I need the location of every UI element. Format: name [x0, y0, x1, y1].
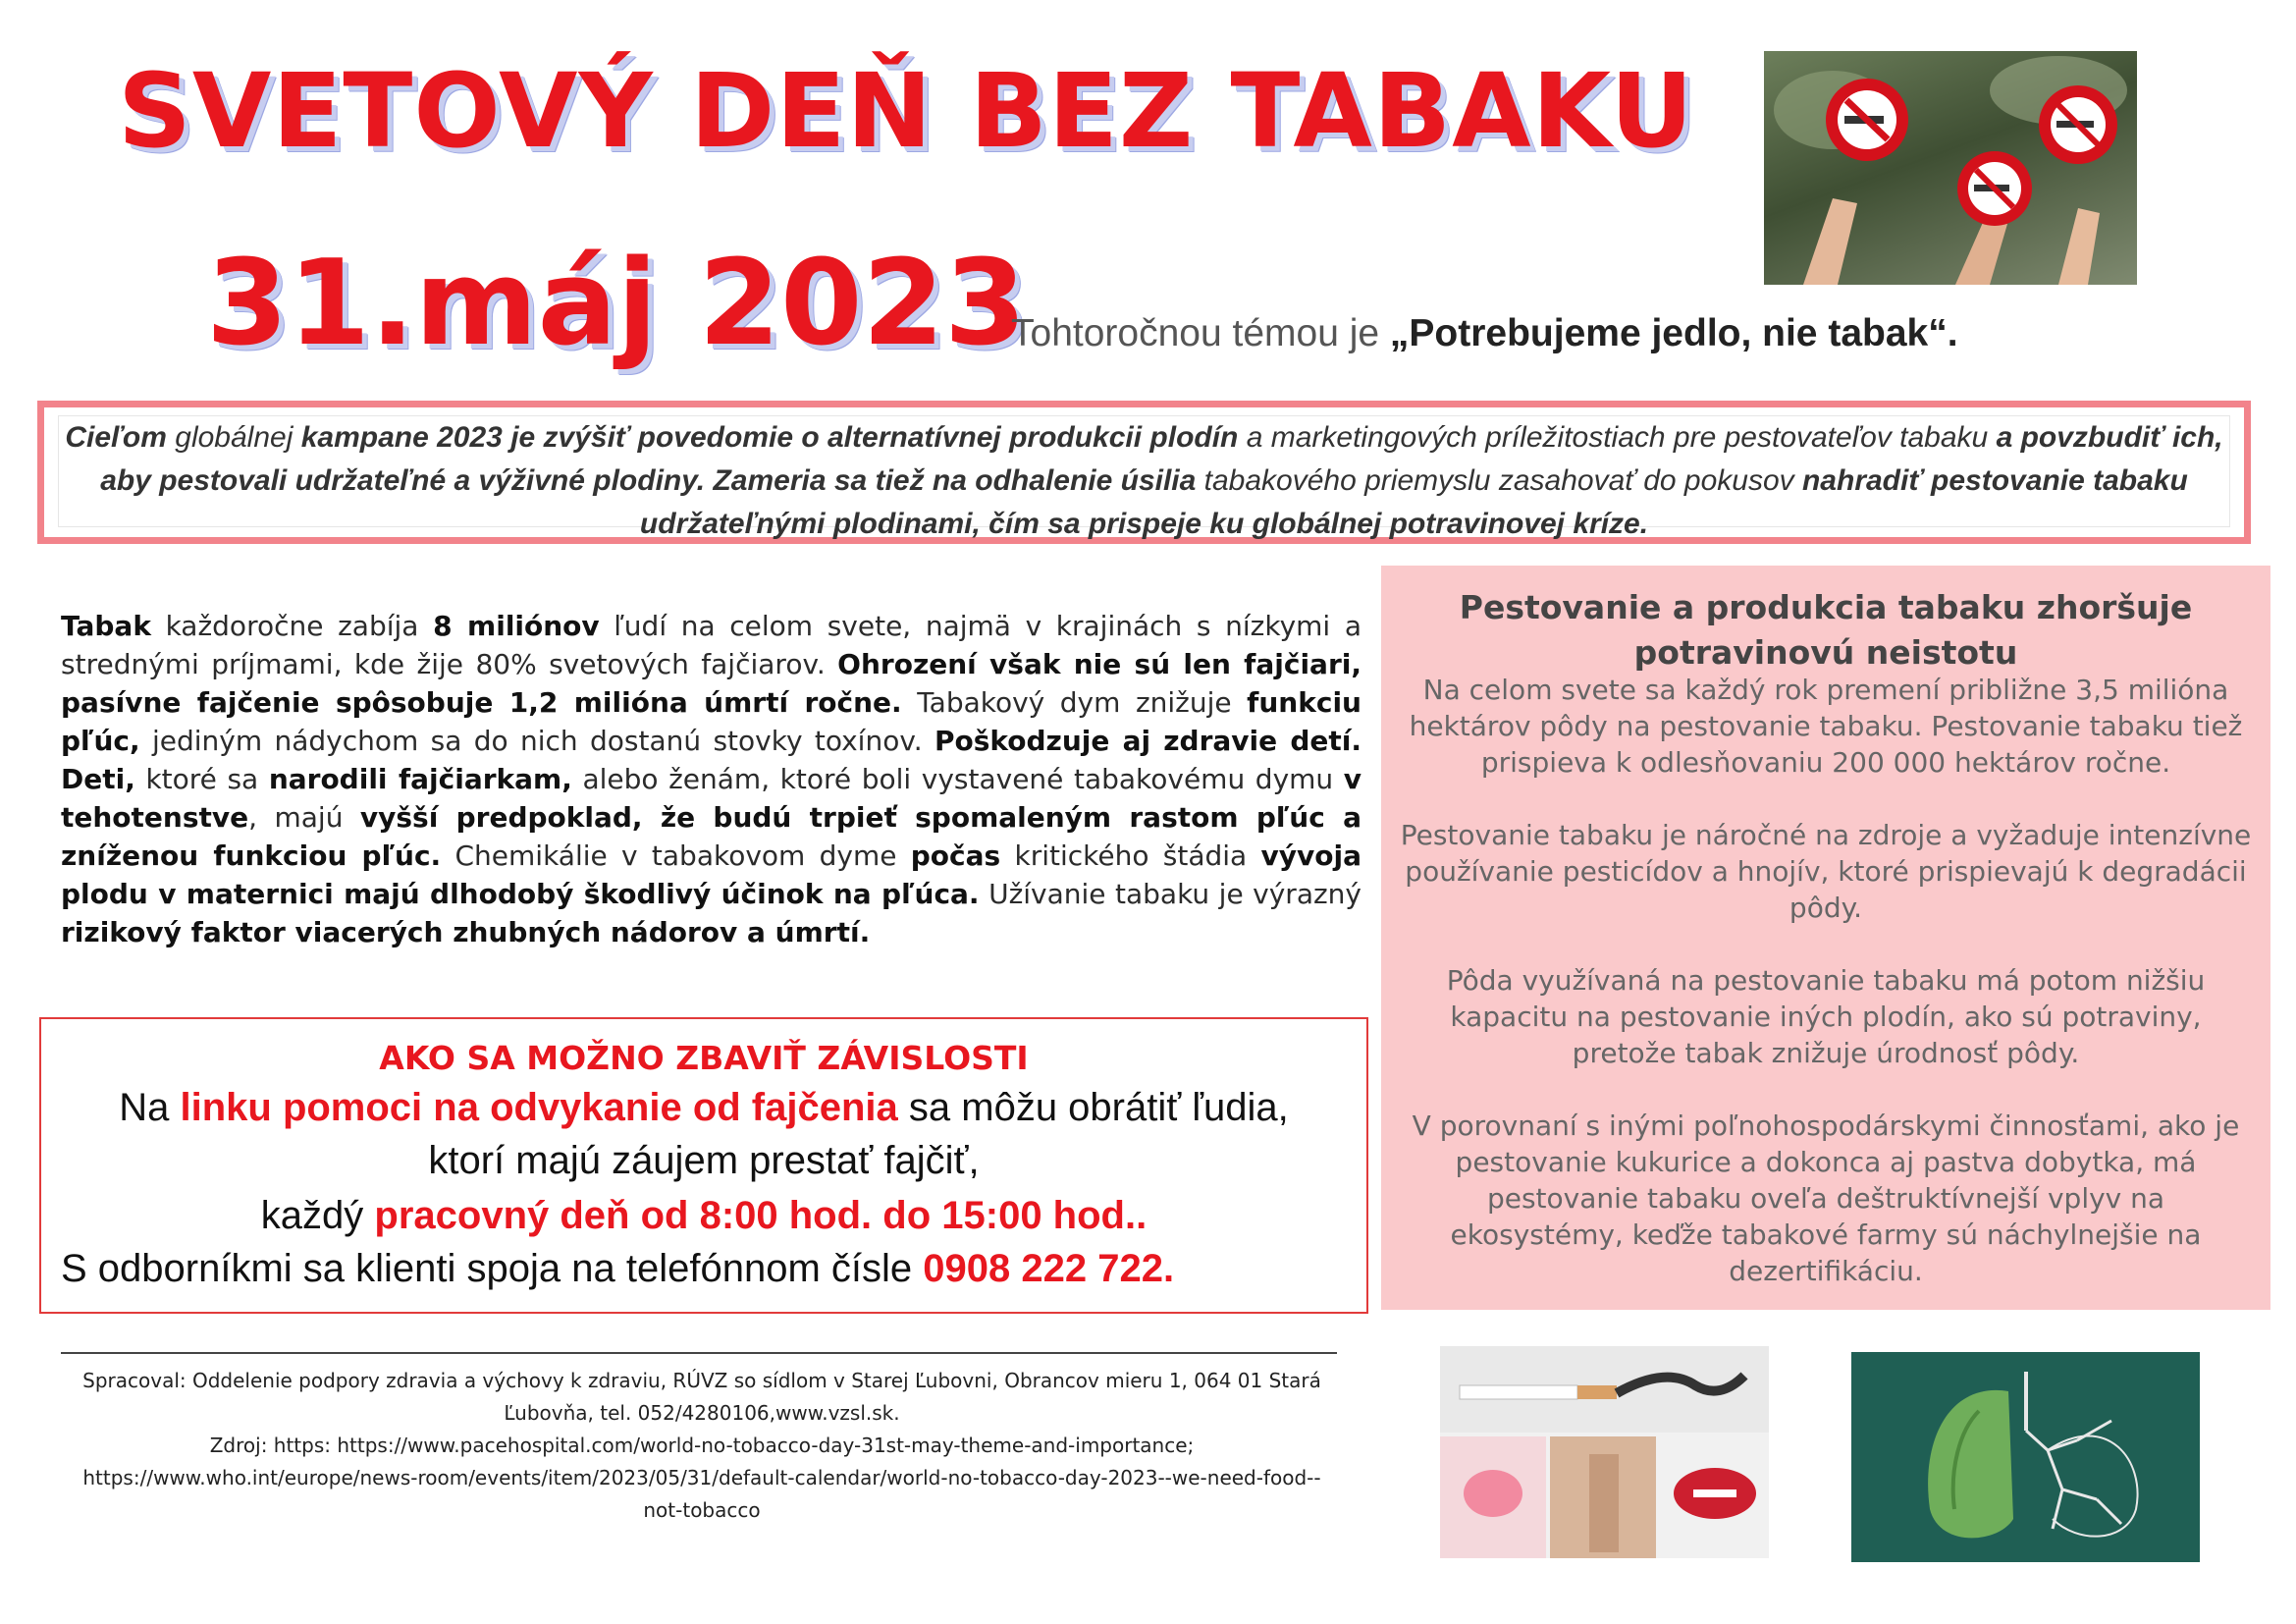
- article-span: Ohrození však nie sú len fajčiari, pasívne fajčenie spôsobuje 1,2 milióna úmrtí ročne.: [61, 648, 1362, 719]
- campaign-goal-text: [58, 415, 2230, 540]
- article-span: Poškodzuje aj zdravie detí. Deti,: [61, 725, 1362, 795]
- theme-quote: „Potrebujeme jedlo, nie tabak“.: [1389, 312, 1958, 354]
- collage-illustration: [1440, 1346, 1769, 1558]
- article-span: alebo ženám, ktoré boli vystavené tabakovému dymu: [571, 763, 1344, 795]
- article-span: jediným nádychom sa do nich dostanú stovky toxínov.: [139, 725, 934, 757]
- help-line-2: ktorí majú záujem prestať fajčiť,: [428, 1139, 980, 1182]
- panel-paragraph-4: V porovnaní s inými poľnohospodárskymi činnosťami, ako je pestovanie kukurice a dokonca aj pastva dobytka, má pestovanie tabaku oveľa deštruktívnejší vplyv na ekosystémy, keďže tabakové farmy sú náchylnejšie na dezertifikáciu.: [1412, 1110, 2240, 1287]
- help-span: S odborníkmi sa klienti spoja na telefónnom čísle: [61, 1247, 924, 1290]
- theme-line: [1011, 312, 1958, 355]
- help-line-1: [41, 1086, 1366, 1130]
- article-span: v tehotenstve: [61, 763, 1362, 834]
- no-smoking-sign-left-icon: [1826, 79, 1908, 161]
- help-line-3: [41, 1194, 1366, 1238]
- helpline-hours: pracovný deň od 8:00 hod. do 15:00 hod..: [374, 1194, 1148, 1237]
- article-span: Tabak: [61, 610, 151, 642]
- footer-prepared-by: Spracoval: Oddelenie podpory zdravia a výchovy k zdraviu, RÚVZ so sídlom v Starej Ľubovni, Obrancov mieru 1, 064 01 Stará Ľubovňa, tel. 052/4280106,www.vzsl.sk.: [82, 1369, 1321, 1425]
- goal-span: globálnej: [166, 421, 301, 454]
- help-span: Na: [119, 1086, 181, 1129]
- page-title: SVETOVÝ DEŇ BEZ TABAKU: [118, 51, 1694, 171]
- article-span: Užívanie tabaku je výrazný: [979, 878, 1362, 910]
- panel-paragraph-1: Na celom svete sa každý rok premení približne 3,5 milióna hektárov pôdy na pestovanie tabaku. Pestovanie tabaku tiež prispieva k odlesňovaniu 200 000 hektárov ročne.: [1409, 674, 2243, 779]
- article-span: funkciu pľúc,: [61, 686, 1362, 757]
- panel-paragraph-2: Pestovanie tabaku je náročné na zdroje a vyžaduje intenzívne používanie pesticídov a hnojív, ktoré prispievajú k degradácii pôdy.: [1400, 819, 2252, 924]
- food-insecurity-panel: [1381, 566, 2270, 1310]
- article-span: vývoja plodu v maternici majú dlhodobý škodlivý účinok na pľúca.: [61, 839, 1362, 910]
- no-smoking-sign-right-icon: [2039, 85, 2117, 164]
- footer-credits: [69, 1365, 1335, 1527]
- panel-paragraph-3: Pôda využívaná na pestovanie tabaku má potom nižšiu kapacitu na pestovanie iných plodín, ako sú potraviny, pretože tabak znižuje úrodnosť pôdy.: [1446, 964, 2206, 1069]
- article-span: Chemikálie v tabakovom dyme: [441, 839, 911, 872]
- goal-span: a povzbudiť ich, aby pestovali udržateľné a výživné plodiny. Zameria sa tiež na odhalenie úsilia: [100, 421, 2223, 497]
- article-span: narodili fajčiarkam,: [268, 763, 572, 795]
- article-span: vyšší predpoklad, že budú trpieť spomaleným rastom pľúc a zníženou funkciou pľúc.: [61, 801, 1362, 872]
- article-span: ktoré sa: [134, 763, 269, 795]
- goal-span: kampane 2023 je zvýšiť povedomie o alternatívnej produkcii plodín: [300, 421, 1239, 454]
- event-date: 31.máj 2023: [206, 236, 1027, 372]
- goal-span: a marketingových príležitostiach pre pestovateľov tabaku: [1238, 421, 1997, 454]
- help-line-4: [61, 1247, 1366, 1291]
- tobacco-facts-paragraph: [61, 607, 1362, 951]
- campaign-goal-box: [37, 401, 2251, 544]
- leaf-lungs-image: [1851, 1352, 2200, 1562]
- goal-span: tabakového priemyslu zasahovať do pokusov: [1196, 464, 1802, 497]
- help-span: každý: [260, 1194, 375, 1237]
- article-span: 8 miliónov: [433, 610, 600, 642]
- article-span: každoročne zabíja: [150, 610, 434, 642]
- smoking-harm-collage-image: [1440, 1346, 1769, 1558]
- quit-help-box: [39, 1017, 1368, 1314]
- leaf-lungs-illustration: [1851, 1352, 2200, 1562]
- article-span: kritického štádia: [1000, 839, 1261, 872]
- article-span: ľudí na celom svete, najmä v krajinách s nízkymi a strednými príjmami, kde žije 80% svetových fajčiarov.: [61, 610, 1362, 680]
- helpline-phone: 0908 222 722.: [923, 1247, 1175, 1290]
- panel-title: Pestovanie a produkcia tabaku zhoršuje potravinovú neistotu: [1459, 588, 2193, 672]
- footer-source: Zdroj: https: https://www.pacehospital.com/world-no-tobacco-day-31st-may-theme-and-importance; https://www.who.int/europe/news-room/events/item/2023/05/31/default-calendar/world-no-tobacco-day-2023--we-need-food--not-tobacco: [82, 1434, 1321, 1522]
- article-span: Tabakový dym znižuje: [901, 686, 1248, 719]
- no-smoking-hands-photo: [1764, 51, 2137, 285]
- no-smoking-sign-middle-icon: [1957, 151, 2032, 226]
- theme-prefix: Tohtoročnou témou je: [1011, 312, 1390, 354]
- article-span: , majú: [248, 801, 360, 834]
- no-smoking-signs-illustration: [1764, 51, 2137, 285]
- goal-span: Cieľom: [65, 421, 167, 454]
- helpline-name: linku pomoci na odvykanie od fajčenia: [180, 1086, 898, 1129]
- footer-divider: [61, 1352, 1337, 1354]
- goal-span: nahradiť pestovanie tabaku udržateľnými plodinami, čím sa prispeje ku globálnej potravinovej kríze.: [639, 464, 2188, 540]
- article-span: rizikový faktor viacerých zhubných nádorov a úmrtí.: [61, 916, 871, 948]
- article-span: počas: [910, 839, 1001, 872]
- help-span: sa môžu obrátiť ľudia,: [897, 1086, 1289, 1129]
- help-title: AKO SA MOŽNO ZBAVIŤ ZÁVISLOSTI: [379, 1039, 1029, 1077]
